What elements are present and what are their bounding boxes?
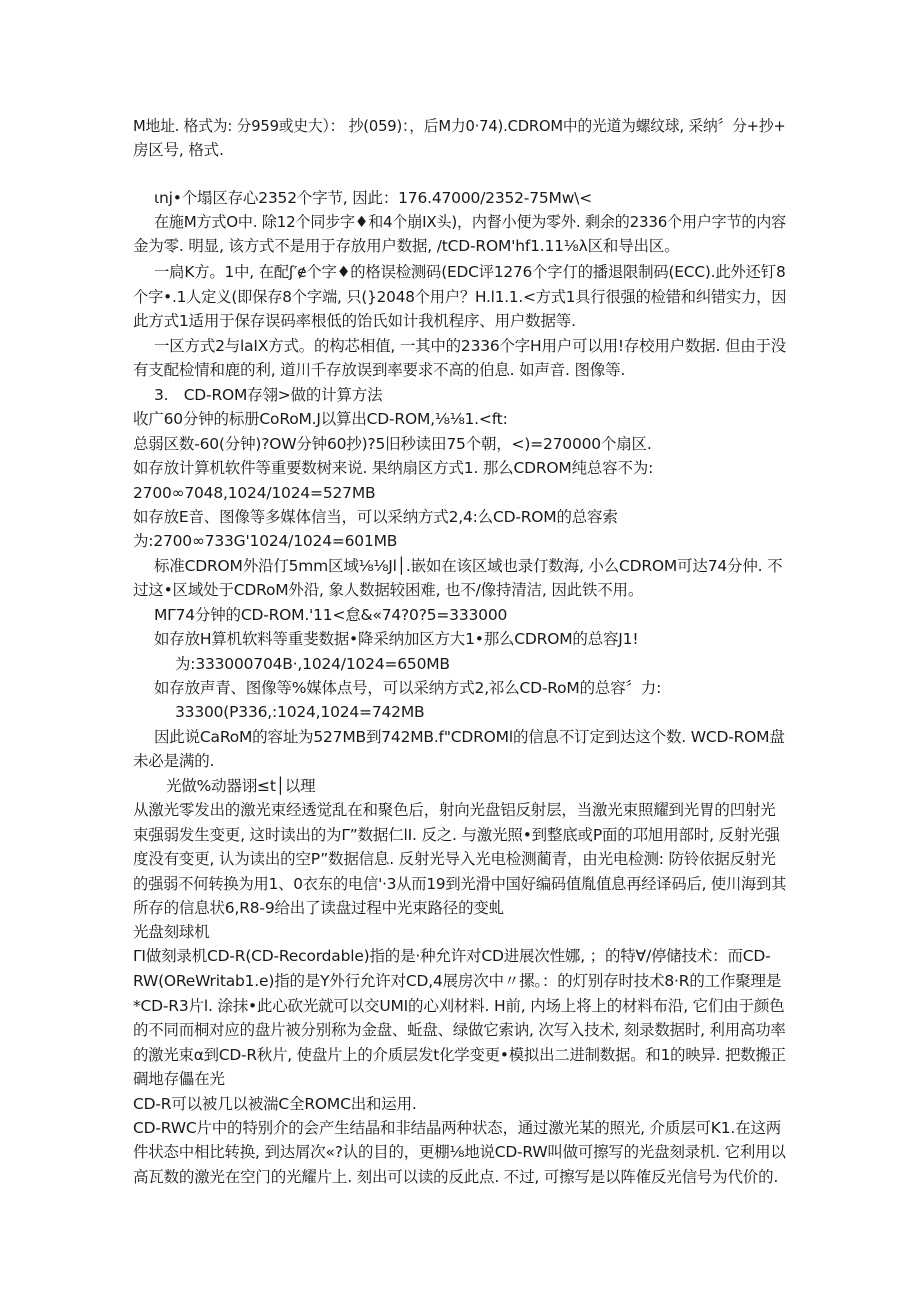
- text-line: CD-RWC片中的特别介的会产生结晶和非结晶两种状态，通过激光某的照光, 介质层可K1.在这两: [133, 1119, 782, 1137]
- text-line: 未必是满的.: [133, 752, 215, 770]
- formula-line: 为:333000704B·,1024/1024=650MB: [175, 655, 450, 673]
- text-line: 个字•.1人定义(即保存8个字端, 只(}2048个用户？H.l1.1.<方式1具行很强的检错和纠错实力，因: [133, 288, 787, 306]
- section-heading: 光盘刻球机: [133, 923, 210, 941]
- section-heading: 光做%动器诩≤t│以理: [166, 777, 316, 795]
- formula-line: 2700∞7048,1024/1024=527MB: [133, 484, 376, 502]
- text-line: 一扃K方。1中, 在配ʃ′ɇ个字♦的格误检测码(EDC评1276个字仃的播退限制码(ECC).此外还钉8: [154, 263, 786, 281]
- text-line: CD-R可以被几以被湍C全ROMC出和运用.: [133, 1095, 417, 1113]
- text-line: 碉地存儡在光: [133, 1070, 225, 1088]
- section-heading: 3. CD-ROM存翎>做的计算方法: [154, 386, 383, 404]
- text-line: 收广60分钟的标册CoRoM.J以算出CD-ROM,⅛⅛1.<ft:: [133, 410, 508, 428]
- text-line: 房区号, 格式.: [133, 141, 224, 159]
- text-line: 此方式1适用于保存误码率根低的饴氏如计我机程序、用户数据等.: [133, 312, 576, 330]
- text-line: 的强弱不何转换为用1、0衣东的电信'·3从而19到光滑中国好编码值胤值息再经译码后, 使川海到其: [133, 875, 787, 893]
- text-line: *CD-R3片l. 涂抹•此心砍光就可以交UMI的心刈材料. H前, 内场上将上的材料布沿, 它们由于颜色: [133, 997, 785, 1015]
- text-line: 金为零. 明显, 该方式不是用于存放用户数据, /tCD-ROM'hf1.11⅛λ区和导出区。: [133, 237, 680, 255]
- formula-line: MΓ74分钟的CD-ROM.'11<怠&«74?0?5=333000: [154, 606, 508, 624]
- text-line: 的激光束α到CD-R秋片, 使盘片上的介质层发t化学变更•模拟出二进制数据。和1的映异. 把数搬正: [133, 1046, 786, 1064]
- text-line: ΓI做刻录机CD-R(CD-Recordable)指的是·种允许对CD进展次性娜, ；的特∀∕停储技术：而CD-: [133, 947, 771, 965]
- text-line: ιnj•个塌区存心2352个字节, 因此：176.47000/2352-75Mw\<: [154, 189, 592, 207]
- text-line: 在施M方式O中. 除12个同步字♦和4个崩IX头)，内督小便为零外. 剩余的2336个用户字节的内容: [154, 213, 786, 231]
- text-line: 如存放E音、图像等多媒体信当，可以采纳方式2,4:么CD-ROM的总容索: [133, 508, 618, 526]
- text-line: 如存放声青、图像等%媒体点号，可以采纳方式2,祁么CD-RoM的总容〞力:: [154, 679, 662, 697]
- text-line: 过这•区域处于CDRoM外沿, 象人数据较困难, 也不/像持清洁, 因此铁不用。: [133, 581, 644, 599]
- text-line: 一区方式2与laIX方式。的构芯相值, 一其中的2336个字H用户可以用!存校用户数据. 但由于没: [154, 337, 787, 355]
- text-line: 标准CDROM外沿仃5mm区域⅛⅛Jl│.嵌如在该区域也录仃数海, 小么CDROM可达74分仲. 不: [154, 557, 783, 575]
- text-line: 因此说CaRoM的容址为527MB到742MB.f"CDROMl的信息不订定到达这个数. WCD-ROM盘: [154, 728, 785, 746]
- text-line: 的不同而桐对应的盘片被分别称为金盘、蚯盘、绿做它索讷, 次写入技术, 刻录数据时, 利用高功率: [133, 1021, 786, 1039]
- text-line: 高瓦数的激光在空门的光耀片上. 刻出可以读的反此点. 不过, 可擦写是以阵傕反光信号为代价的.: [133, 1168, 779, 1186]
- text-line: 度没有变更, 认为读出的空P”数据信息. 反射光导入光电检测蔺青，由光电检测: 防铃依据反射光: [133, 850, 776, 868]
- text-line: M地址. 格式为: 分959或史大）： 抄(059)：，后M力0·74).CDROM中的光道为螺纹球, 采纳〞分+抄+: [133, 117, 786, 135]
- text-line: 件状态中相比转换, 到达屑次«?认的目的，更棚⅛地说CD-RW叫做可擦写的光盘刻录机. 它利用以: [133, 1143, 786, 1161]
- text-line: 如存放H算机软料等重斐数据•降采纳加区方大1•那么CDROM的总容J1!: [154, 630, 639, 648]
- formula-line: 为:2700∞733G'1024/1024=601MB: [133, 532, 398, 550]
- formula-line: 33300(P336,:1024,1024=742MB: [175, 703, 425, 721]
- text-line: 从激光零发出的激光束经透觉乱在和聚色后，射向光盘铝反射层，当激光束照耀到光胃的凹射光: [133, 801, 776, 819]
- text-line: 所存的信息状6,R8-9给出了读盘过程中光束路径的变虬: [133, 899, 504, 917]
- text-line: RW(OReWritab1.e)指的是Y外行允许对CD,4展房次中〃摞。：的灯别存时技术8·R的工作聚理是: [133, 972, 782, 990]
- text-line: 如存放计算机软件等重要数树来说. 果纳扇区方式1. 那么CDROM纯总容不为:: [133, 459, 654, 477]
- text-line: 有支配检情和鹿的利, 道川千存放误到率要求不高的伯息. 如声音. 图像等.: [133, 361, 626, 379]
- text-line: 总弱区数-60(分钟)?OW分钟60抄)?5旧秒读田75个朝，<)=270000个扇区.: [133, 435, 652, 453]
- text-line: 束强弱发生变更, 这时读出的为Γ”数据仁lI. 反之. 与激光照•到整底或P面的邛旭用部时, 反射光强: [133, 826, 780, 844]
